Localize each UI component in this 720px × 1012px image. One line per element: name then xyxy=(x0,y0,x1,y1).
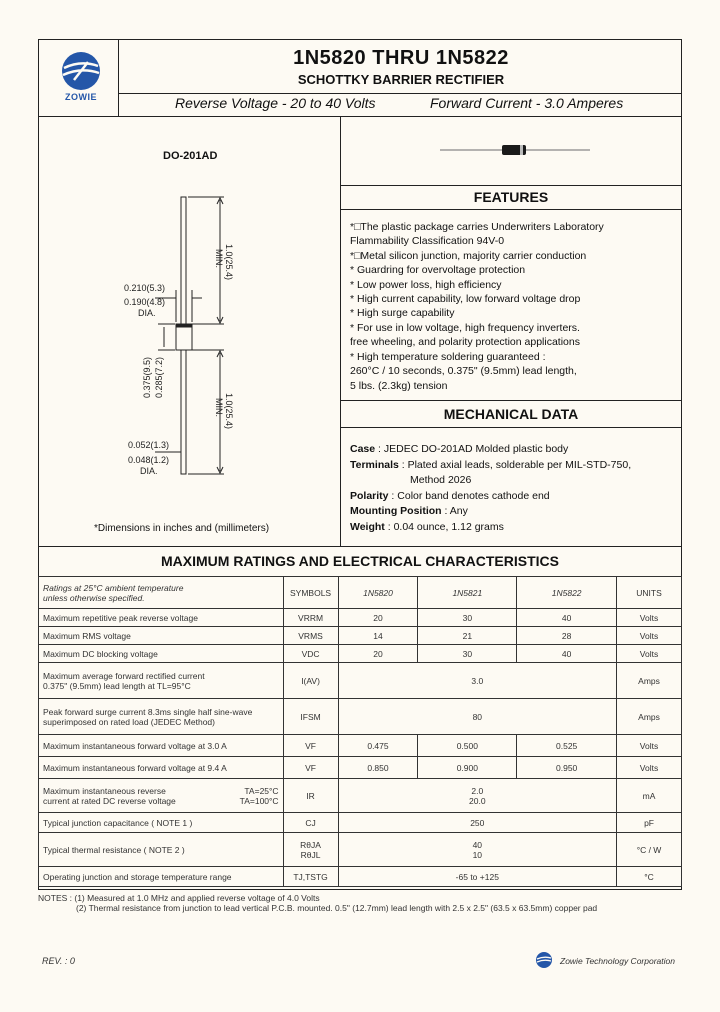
revision: REV. : 0 xyxy=(42,956,75,966)
features-top-divider xyxy=(340,185,682,186)
table-row xyxy=(39,645,682,663)
val-vf9-b: 0.900 xyxy=(418,757,517,779)
val-vrms-c: 28 xyxy=(517,627,617,645)
val-vf3-a: 0.475 xyxy=(338,735,418,757)
feature-line: * For use in low voltage, high frequency inverters. xyxy=(350,322,580,334)
sym-rth: RθJA RθJL xyxy=(283,833,338,867)
package-outline-drawing xyxy=(120,160,340,480)
val-vf9-c: 0.950 xyxy=(517,757,617,779)
top-lead-min-label: MIN. xyxy=(214,249,224,268)
subtitle-divider xyxy=(118,93,682,94)
sym-cj: CJ xyxy=(283,813,338,833)
mech-polarity: Polarity : Color band denotes cathode end xyxy=(350,490,550,502)
sym-vrrm: VRRM xyxy=(283,609,338,627)
sym-vf9: VF xyxy=(283,757,338,779)
table-row xyxy=(39,609,682,627)
val-tj: -65 to +125 xyxy=(338,867,617,887)
ratings-top-divider xyxy=(38,546,682,547)
val-vdc-b: 30 xyxy=(418,645,517,663)
val-vrrm-c: 40 xyxy=(517,609,617,627)
feature-line: * High current capability, low forward voltage drop xyxy=(350,293,581,305)
note-2: (2) Thermal resistance from junction to lead vertical P.C.B. mounted. 0.5" (12.7mm) lead length with 2.5 x 2.5" (63.5 x 63.5mm) copper pad xyxy=(76,903,598,913)
unit-vrms: Volts xyxy=(617,627,682,645)
mechanical-heading: MECHANICAL DATA xyxy=(443,406,579,422)
param-iav: Maximum average forward rectified current 0.375" (9.5mm) lead length at TL=95°C xyxy=(39,663,284,699)
param-ir: Maximum instantaneous reverse TA=25°C current at rated DC reverse voltage TA=100°C xyxy=(39,779,284,813)
ratings-table xyxy=(38,576,682,887)
feature-line: 260°C / 10 seconds, 0.375" (9.5mm) lead length, xyxy=(350,365,577,377)
ratings-conditions: Ratings at 25°C ambient temperature unless otherwise specified. xyxy=(39,577,284,609)
param-vrms: Maximum RMS voltage xyxy=(39,627,284,645)
header-divider xyxy=(38,116,682,117)
col-1n5821: 1N5821 xyxy=(418,577,517,609)
param-vrrm: Maximum repetitive peak reverse voltage xyxy=(39,609,284,627)
corporation-name: Zowie Technology Corporation xyxy=(560,956,675,966)
mech-mounting: Mounting Position : Any xyxy=(350,505,468,517)
val-cj: 250 xyxy=(338,813,617,833)
features-heading: FEATURES xyxy=(473,189,549,205)
feature-line: free wheeling, and polarity protection applications xyxy=(350,336,580,348)
val-vf3-c: 0.525 xyxy=(517,735,617,757)
col-symbols: SYMBOLS xyxy=(283,577,338,609)
val-vdc-c: 40 xyxy=(517,645,617,663)
body-length-min: 0.285(7.2) xyxy=(154,356,164,398)
features-head-divider xyxy=(340,209,682,210)
feature-line: *□Metal silicon junction, majority carrier conduction xyxy=(350,250,587,262)
diode-image xyxy=(440,143,590,157)
unit-rth: °C / W xyxy=(617,833,682,867)
param-vf9: Maximum instantaneous forward voltage at 9.4 A xyxy=(39,757,284,779)
sym-tj: TJ,TSTG xyxy=(283,867,338,887)
body-dia-min: 0.190(4.8) xyxy=(124,297,166,307)
ratings-heading: MAXIMUM RATINGS AND ELECTRICAL CHARACTERISTICS xyxy=(161,553,559,569)
val-vrms-b: 21 xyxy=(418,627,517,645)
zowie-logo-icon xyxy=(58,50,104,92)
bottom-lead-min-label: MIN. xyxy=(214,398,224,417)
body-dia-max: 0.210(5.3) xyxy=(124,283,166,293)
unit-vdc: Volts xyxy=(617,645,682,663)
mech-terminals-method: Method 2026 xyxy=(410,474,472,486)
lead-dia-min: 0.048(1.2) xyxy=(128,455,170,465)
table-row xyxy=(39,735,682,757)
param-vf3: Maximum instantaneous forward voltage at 3.0 A xyxy=(39,735,284,757)
unit-ir: mA xyxy=(617,779,682,813)
table-header-row xyxy=(39,577,682,609)
note-1: NOTES : (1) Measured at 1.0 MHz and applied reverse voltage of 4.0 Volts xyxy=(38,893,320,903)
mech-terminals: Terminals : Plated axial leads, solderable per MIL-STD-750, xyxy=(350,459,632,471)
dimension-note: *Dimensions in inches and (millimeters) xyxy=(94,523,270,534)
table-row xyxy=(39,627,682,645)
sym-iav: I(AV) xyxy=(283,663,338,699)
column-divider xyxy=(340,116,341,546)
zowie-footer-logo-icon xyxy=(535,951,553,969)
mech-case: Case : JEDEC DO-201AD Molded plastic body xyxy=(350,443,569,455)
feature-line: * High surge capability xyxy=(350,307,455,319)
col-1n5820: 1N5820 xyxy=(338,577,418,609)
param-tj: Operating junction and storage temperature range xyxy=(39,867,284,887)
table-row xyxy=(39,833,682,867)
col-1n5822: 1N5822 xyxy=(517,577,617,609)
feature-line: Flammability Classification 94V-0 xyxy=(350,235,505,247)
table-row xyxy=(39,867,682,887)
sym-vdc: VDC xyxy=(283,645,338,663)
sym-vf3: VF xyxy=(283,735,338,757)
forward-current-range: Forward Current - 3.0 Amperes xyxy=(430,95,624,111)
bottom-lead-length-dim: 1.0(25.4) xyxy=(224,393,234,430)
param-cj: Typical junction capacitance ( NOTE 1 ) xyxy=(39,813,284,833)
mech-top-divider xyxy=(340,400,682,401)
feature-line: *□The plastic package carries Underwriters Laboratory xyxy=(350,221,604,233)
table-row xyxy=(39,779,682,813)
val-vrrm-a: 20 xyxy=(338,609,418,627)
notes xyxy=(38,893,597,913)
unit-vf3: Volts xyxy=(617,735,682,757)
val-vf3-b: 0.500 xyxy=(418,735,517,757)
unit-vrrm: Volts xyxy=(617,609,682,627)
val-ir: 2.0 20.0 xyxy=(338,779,617,813)
sym-vrms: VRMS xyxy=(283,627,338,645)
reverse-voltage-range: Reverse Voltage - 20 to 40 Volts xyxy=(175,95,376,111)
param-vdc: Maximum DC blocking voltage xyxy=(39,645,284,663)
unit-vf9: Volts xyxy=(617,757,682,779)
val-vrms-a: 14 xyxy=(338,627,418,645)
feature-line: * Low power loss, high efficiency xyxy=(350,279,502,291)
feature-line: 5 lbs. (2.3kg) tension xyxy=(350,380,448,392)
mech-head-divider xyxy=(340,427,682,428)
part-title: 1N5820 THRU 1N5822 xyxy=(293,47,509,69)
sym-ir: IR xyxy=(283,779,338,813)
val-vrrm-b: 30 xyxy=(418,609,517,627)
sym-ifsm: IFSM xyxy=(283,699,338,735)
table-row xyxy=(39,757,682,779)
val-iav: 3.0 xyxy=(338,663,617,699)
table-row xyxy=(39,813,682,833)
part-subtitle: SCHOTTKY BARRIER RECTIFIER xyxy=(297,72,505,87)
unit-cj: pF xyxy=(617,813,682,833)
logo-divider xyxy=(118,39,119,116)
mech-weight: Weight : 0.04 ounce, 1.12 grams xyxy=(350,521,504,533)
body-dia-unit: DIA. xyxy=(138,308,156,318)
unit-iav: Amps xyxy=(617,663,682,699)
col-units: UNITS xyxy=(617,577,682,609)
val-vf9-a: 0.850 xyxy=(338,757,418,779)
unit-tj: °C xyxy=(617,867,682,887)
param-ifsm: Peak forward surge current 8.3ms single half sine-wave superimposed on rated load (JEDEC Method) xyxy=(39,699,284,735)
param-rth: Typical thermal resistance ( NOTE 2 ) xyxy=(39,833,284,867)
val-ifsm: 80 xyxy=(338,699,617,735)
table-row xyxy=(39,699,682,735)
logo-text: ZOWIE xyxy=(65,92,97,102)
val-vdc-a: 20 xyxy=(338,645,418,663)
feature-line: * Guardring for overvoltage protection xyxy=(350,264,526,276)
val-rth: 40 10 xyxy=(338,833,617,867)
top-lead-length-dim: 1.0(25.4) xyxy=(224,244,234,281)
unit-ifsm: Amps xyxy=(617,699,682,735)
feature-line: * High temperature soldering guaranteed : xyxy=(350,351,546,363)
lead-dia-unit: DIA. xyxy=(140,466,158,476)
package-label: DO-201AD xyxy=(163,150,218,162)
lead-dia-max: 0.052(1.3) xyxy=(128,440,170,450)
body-length-max: 0.375(9.5) xyxy=(142,356,152,398)
table-row xyxy=(39,663,682,699)
